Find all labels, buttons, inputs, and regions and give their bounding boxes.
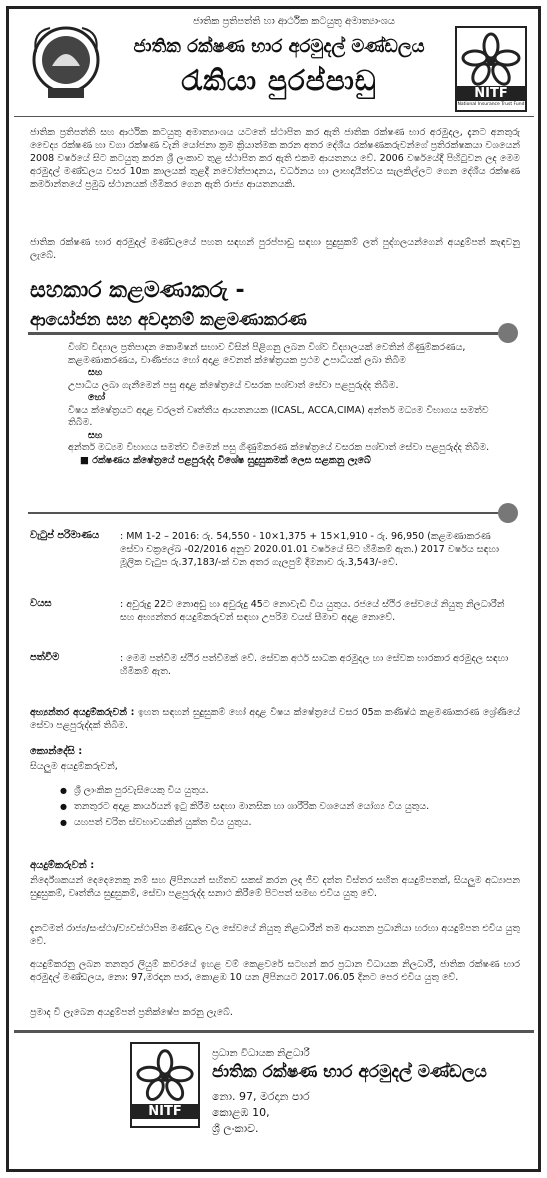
appointment-label: පත්වීම [30,652,60,663]
vacancies-title: රැකියා පුරප්පාඩු [181,64,377,97]
qualification-2: උපාධිය ලබා ගැනීමෙන් පසු අදාළ ක්ෂේත්‍රයේ වසරක පශ්චාත් සේවා පළපුරුද්ද තිබීම. [68,379,399,391]
qualification-4: අන්තර් මධ්‍යම විභාගය සමත්ව වීමෙන් පසු ගිණුම්කරණ ක්ෂේත්‍රයේ වසරක පශ්චාත් සේවා පළපුරුද්ද තිබීම. [68,442,490,453]
applicants-paragraph-1: නිර්දේශකයන් දෙදෙනෙකු නම් සහ ලිපිනයන් සහිතව සකස් කරන ලද ජීව දත්ත විස්තර සහිත අයදුම්පතක්, සියලුම අධ්‍යාපන සුදුසුකම්, වෘත්තීය සුදුසුකම්, සේවා පළපුරුද්ද සනාථ කිරීමේ පිටපත් සමඟ එවිය යුතු වේ. [30,875,520,899]
conditions-list [60,784,510,832]
salary-label: වැටුප් පරිමාණය [30,530,100,541]
address-line: කොළඹ 10, [212,1106,270,1119]
intro-paragraph-1: ජාතික ප්‍රතිපත්ති සහ ආර්ථික කටයුතු අමාත්‍යාංශය යටතේ ස්ථාපිත කර ඇති ජාතික රක්ෂණ භාර අරමුදල, දැනට අනතුරු වෛද්‍ය රක්ෂණ හා වගා රක්ෂණ වැනි යෝජනා ක්‍රම ක්‍රියාත්මක කරන අතර දේශීය රක්ෂණකරුවන්ගේ ප්‍රතිරක්ෂකයා වශයෙන් 2008 වර්ෂයේ සිට කටයුතු කරන ශ්‍රී ලංකාව තුළ ස්ථාපිත කර ඇති එකම ආයතනය වේ. 2006 වර්ෂයේදී පිහිටුවන ලද මෙම අරමුදල් මණ්ඩලය වසර 10ක කාලයක් තුළදී නවෝත්පාදනය, වර්ධනය හා ලාභදායීත්වය සැලකිල්ලට ගෙන දේශීය රක්ෂණ කර්මාන්තයේ ප්‍රමුඛ ස්ථානයක් හිමිකර ගෙන ඇති රාජ්‍ය ආයතනයකි. [30,127,520,190]
flower-logo-icon [132,1048,198,1104]
header [14,12,533,120]
conjunction-and-1: සහ [88,367,103,378]
footer-logo-text: NITF [132,1104,198,1119]
address-line: නො. 97, මරදාන පාර [212,1090,310,1103]
internal-applicants [30,706,520,732]
age-text: : අවුරුදු 22ට නොඅඩු හා අවුරුදු 45ට නොවැඩි විය යුතුය. රජයේ ස්ථිර සේවයේ නියුතු නිලධාරීන් සහ අභ්‍යන්තර අයදුම්කරුවන් සඳහා උපරිම වයස් සීමාව අදාළ නොවේ. [120,599,505,623]
applicants-paragraph-4: ප්‍රමාද වී ලැබෙන අයදුම්පත් ප්‍රතික්ෂේප කරනු ලැබේ. [30,1007,233,1018]
qualification-3: විෂය ක්ෂේත්‍රයට අදාළ වරලත් වෘත්තීය ආයතනයක (ICASL, ACCA,CIMA) අන්තර් මධ්‍යම විභාගය සමත්ව තිබීම. [68,404,489,428]
post-underline [28,332,498,335]
condition-item: ● යහපත් චරිත ස්වභාවයකින් යුක්ත විය යුතුය. [60,816,510,829]
qualification-1: විශ්ව විද්‍යාල ප්‍රතිපාදන කොමිෂන් සභාව විසින් පිළිගනු ලබන විශ්ව විද්‍යාලයක් වෙතින් ගිණුම්කරණය, කළමණාකරණය, වාණිජ්‍යය හෝ අදාළ වෙනත් ක්ෂේත්‍රයක ප්‍රථම උපාධියක් ලබා තිබීම [68,342,466,366]
applicants-paragraph-3: අයදුම්කරනු ලබන තනතුර ලියුම් කවරයේ ඉහළ වම් කෙළවරේ සටහන් කර ප්‍රධාන විධායක නිලධාරී, ජාතික රක්ෂණ භාර අරමුදල් මණ්ඩලය, නො: 97,මරදාන පාර, කොළඹ 10 යන ලිපිනයට 2017.06.05 දිනට පෙර එවිය යුතු වේ. [30,959,520,983]
address-line: ශ්‍රී ලංකාව. [212,1122,259,1135]
logo-caption: National Insurance Trust Fund [457,102,525,107]
conditions-heading: කොන්දේසි : [30,746,83,757]
flower-logo-icon [457,32,525,88]
post-title: සහකාර කළමණාකරු - [30,278,245,303]
special-qualification: ■ රක්ෂණය ක්ෂේත්‍රයේ පළපුරුද්ද විශේෂ සුදුසුකමක් ලෙස සළකනු ලැබේ [80,454,371,466]
footer-separator [14,1030,534,1033]
header-separator [14,116,534,117]
ministry-name: ජාතික ප්‍රතිපත්ති හා ආර්ථික කටයුතු අමාත්‍යාංශය [193,16,395,27]
condition-item: ● තනතුරට අදාළ කාර්යයන් ඉටු කිරීම සඳහා මානසික හා ශාරීරික වශයෙන් යෝග්‍ය විය යුතුය. [60,800,510,813]
salary-text: : MM 1-2 – 2016: රු. 54,550 - 10×1,375 + 15×1,910 - රු. 96,950 (කළමණාකරණ සේවා චක්‍රලේඛ -02/2016 අනුව 2020.01.01 වර්ෂයේ සිට හිමිකම් ඇත.) 2017 වර්ෂය සඳහා මූලික වැටුප රු.37,183/-ක් වන අතර ගැලපුම් දීමනාව රු.3,543/-වේ. [120,531,499,568]
conditions-intro: සියලුම අයදුම්කරුවන්, [30,761,118,772]
footer-organization: ජාතික රක්ෂණ භාර අරමුදල් මණ්ඩලය [212,1062,487,1082]
signer-title: ප්‍රධාන විධායක නිළධාරී [212,1048,310,1059]
appointment-text: : මෙම පත්වීම ස්ථිර පත්වීමක් වේ. සේවක අර්ථ සාධක අරමුදල හා සේවක භාරකාර අරමුදල සඳහා හිමිකම් ඇත. [120,653,509,677]
section-dot [498,323,518,343]
condition-item: ● ශ්‍රී ලාංකික පුරවැසියෙකු විය යුතුය. [60,784,510,797]
footer-nitf-logo [130,1042,200,1128]
applicants-heading: අයදුම්කරුවන් : [30,860,95,871]
intro-paragraph-2: ජාතික රක්ෂණ භාර අරමුදල් මණ්ඩලයේ පහත සඳහන් පුරප්පාඩු සඳහා සුදුසුකම් ලත් පුද්ගලයන්ගෙන් අයදුම්පත් කැඳවනු ලැබේ. [30,237,520,261]
post-subtitle: ආයෝජන සහ අවදානම් කළමණාකරණ [30,310,307,330]
nitf-logo [455,26,527,112]
state-emblem-icon [30,22,102,106]
conjunction-and-2: සහ [88,429,103,441]
conjunction-or: හෝ [88,392,106,403]
organization-title: ජාතික රක්ෂණ භාර අරමුදල් මණ්ඩලය [133,36,425,57]
internal-text: ඉහත සඳහන් සුදුසුකම් හෝ අදාළ විෂය ක්ෂේත්‍රයේ වසර 05ක කණිෂ්ඨ කළමණාකරණ ශ්‍රේණියේ සේවා පළපුරුද්දක් තිබීම. [30,707,520,731]
logo-text: NITF [457,86,525,101]
qualifications-underline [28,512,498,514]
qualifications-block [68,342,508,467]
applicants-paragraph-2: දැනටමත් රාජ්‍ය/සංස්ථා/ව්‍යවස්ථාපිත මණ්ඩල වල සේවයේ නියුතු නිළධාරීන් තම ආයතන ප්‍රධානියා හරහා අයදුම්පත එවිය යුතු වේ. [30,923,520,947]
age-label: වයස [30,598,52,609]
section-dot-2 [498,503,518,523]
internal-label: අභ්‍යන්තර අයදුම්කරුවන් : [30,707,135,718]
